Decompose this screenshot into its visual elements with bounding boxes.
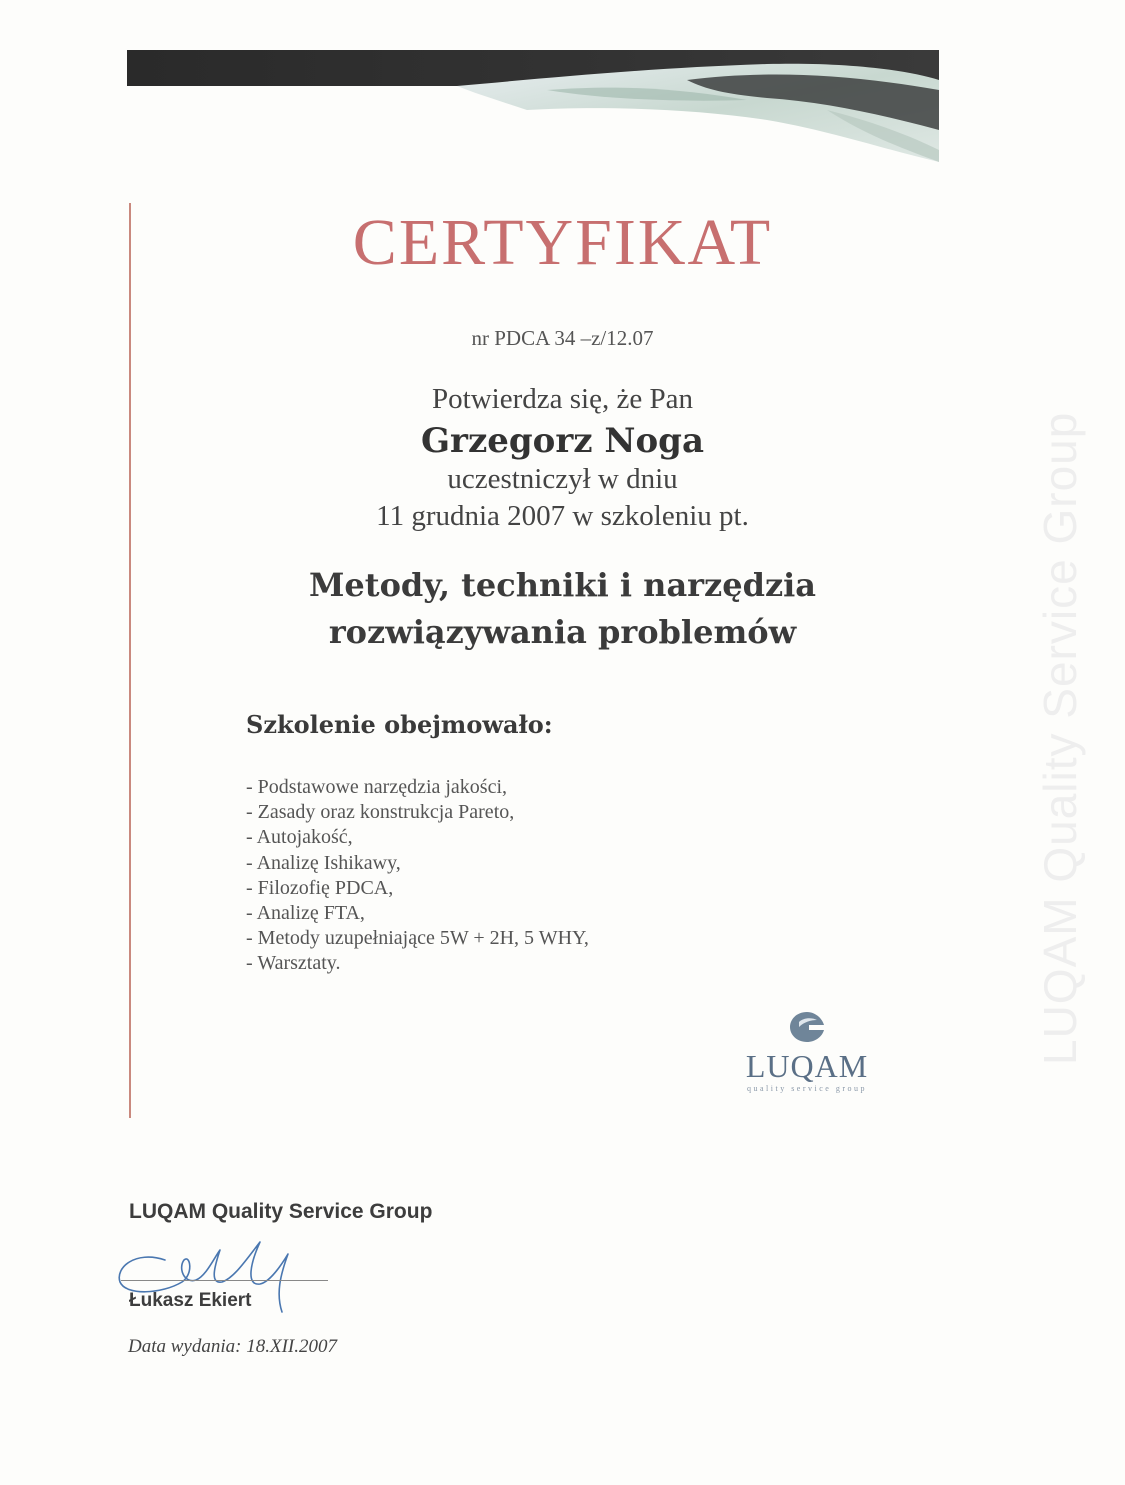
list-item: - Autojakość,	[246, 825, 589, 850]
course-title-line-1: Metody, techniki i narzędzia	[309, 566, 816, 604]
training-date: 11 grudnia 2007 w szkoleniu pt.	[376, 500, 749, 532]
certificate-title: CERTYFIKAT	[352, 206, 773, 279]
watermark-text: LUQAM Quality Service Group	[1034, 411, 1086, 1065]
logo-tagline: quality service group	[746, 1084, 868, 1093]
list-item: - Filozofię PDCA,	[246, 876, 589, 901]
list-item: - Warsztaty.	[246, 951, 589, 976]
course-title	[0, 562, 1125, 656]
course-title-line-2: rozwiązywania problemów	[328, 613, 797, 651]
certificate-number: nr PDCA 34 –z/12.07	[471, 326, 654, 350]
list-item: - Analizę Ishikawy,	[246, 851, 589, 876]
participated-text: uczestniczył w dniu	[447, 463, 678, 495]
company-name: LUQAM Quality Service Group	[129, 1200, 433, 1223]
recipient-name: Grzegorz Noga	[421, 421, 704, 461]
luqam-logo	[732, 1010, 882, 1093]
list-item: - Metody uzupełniające 5W + 2H, 5 WHY,	[246, 926, 589, 951]
logo-name: LUQAM	[745, 1048, 869, 1084]
logo-swirl-icon	[787, 1010, 827, 1044]
signatory-name: Łukasz Ekiert	[129, 1290, 252, 1311]
header-banner	[127, 50, 939, 162]
topics-list	[246, 775, 589, 977]
signature-line	[121, 1280, 328, 1281]
list-item: - Analizę FTA,	[246, 901, 589, 926]
list-item: - Podstawowe narzędzia jakości,	[246, 775, 589, 800]
scope-heading: Szkolenie obejmowało:	[246, 710, 553, 739]
list-item: - Zasady oraz konstrukcja Pareto,	[246, 800, 589, 825]
confirm-text: Potwierdza się, że Pan	[432, 383, 693, 415]
issue-date: Data wydania: 18.XII.2007	[128, 1336, 337, 1357]
